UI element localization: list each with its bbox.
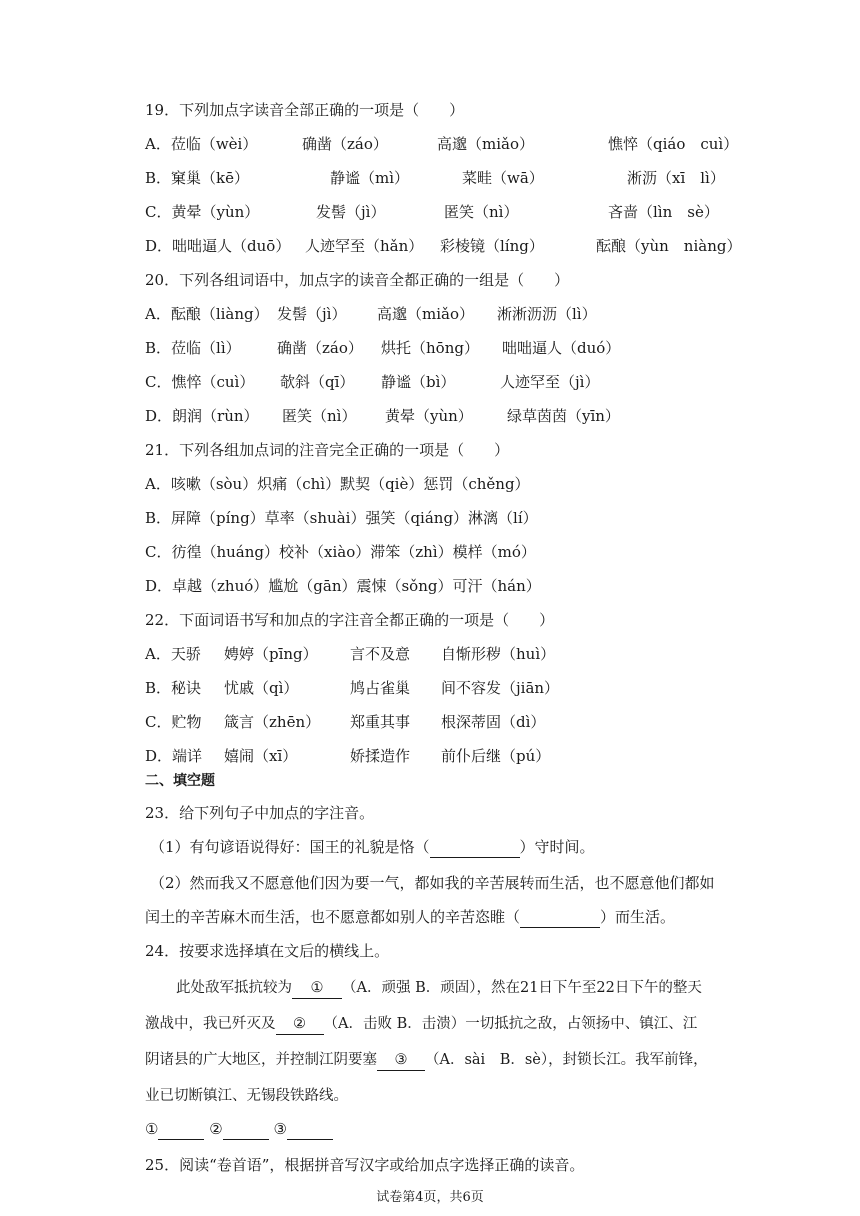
question-23-stem: 23．给下列句子中加点的字注音。 <box>145 804 375 822</box>
option-a-4: 自惭形秽（huì） <box>441 645 556 663</box>
option-d-1: D．端详 <box>145 747 203 765</box>
question-21-option-d: D．卓越（zhuó）尴尬（gān）震悚（sǒng）可汗（hán） <box>145 577 541 595</box>
option-d-2: 人迹罕至（hǎn） <box>305 237 424 255</box>
option-c-3: 匿笑（nì） <box>444 203 519 221</box>
passage-text: 阴诸县的广大地区，并控制江阴要塞 <box>145 1052 377 1068</box>
option-c-2: 欹斜（qī） <box>280 373 355 391</box>
question-23-sentence-1 <box>150 837 595 858</box>
passage-text: （A．顽强 B．顽固），然在21日下午至22日下午的整天 <box>342 980 702 996</box>
option-d-1: D．朗润（rùn） <box>145 407 259 425</box>
page-footer: 试卷第4页，共6页 <box>376 1190 484 1205</box>
option-c-4: 根深蒂固（dì） <box>441 713 546 731</box>
question-21-stem: 21．下列各组加点词的注音完全正确的一项是（ ） <box>145 441 510 459</box>
answer-label-3: ③ <box>273 1120 287 1138</box>
option-b-4: 淅沥（xī lì） <box>627 169 725 187</box>
option-d-3: 彩棱镜（líng） <box>440 237 544 255</box>
option-d-3: 娇揉造作 <box>350 747 411 765</box>
option-d-4: 酝酿（yùn niàng） <box>596 237 742 255</box>
option-d-2: 嬉闹（xī） <box>224 747 298 765</box>
option-a-4: 憔悴（qiáo cuì） <box>608 135 739 153</box>
option-c-3: 静谧（bì） <box>381 373 456 391</box>
passage-line-2 <box>145 1014 697 1035</box>
passage-blank-1[interactable]: ① <box>292 978 342 999</box>
option-b-3: 菜畦（wā） <box>462 169 544 187</box>
passage-line-1 <box>176 978 702 999</box>
question-20-stem: 20．下列各组词语中，加点字的读音全都正确的一组是（ ） <box>145 271 570 289</box>
option-c-4: 吝啬（lìn sè） <box>608 203 719 221</box>
option-b-1: B．莅临（lì） <box>145 339 241 357</box>
option-b-4: 咄咄逼人（duó） <box>502 339 621 357</box>
question-22-stem: 22．下面词语书写和加点的字注音全都正确的一项是（ ） <box>145 611 555 629</box>
answer-blank-2[interactable] <box>520 907 600 928</box>
option-a-1: A．酝酿（liàng） <box>145 305 269 323</box>
answer-label-1: ① <box>145 1120 159 1138</box>
answer-line-2[interactable] <box>223 1119 269 1140</box>
question-23-sentence-2-line-2 <box>145 907 675 928</box>
option-a-1: A．天骄 <box>145 645 201 663</box>
question-24-answers <box>145 1119 333 1140</box>
option-c-1: C．憔悴（cuì） <box>145 373 255 391</box>
option-c-3: 郑重其事 <box>350 713 411 731</box>
question-19-stem: 19．下列加点字读音全部正确的一项是（ ） <box>145 101 465 119</box>
section-heading: 二、填空题 <box>145 773 215 789</box>
option-b-2: 静谧（mì） <box>330 169 410 187</box>
option-a-2: 确凿（záo） <box>302 135 388 153</box>
passage-text: （A．击败 B．击溃）一切抵抗之敌，占领扬中、镇江、江 <box>323 1016 698 1032</box>
passage-text: 此处敌军抵抗较为 <box>176 980 292 996</box>
option-c-1: C．黄晕（yùn） <box>145 203 260 221</box>
option-b-1: B．秘诀 <box>145 679 202 697</box>
question-21-option-b: B．屏障（píng）草率（shuài）强笑（qiáng）淋漓（lí） <box>145 509 538 527</box>
option-a-3: 高邈（miǎo） <box>437 135 534 153</box>
option-c-4: 人迹罕至（jì） <box>500 373 600 391</box>
question-21-option-c: C．彷徨（huáng）校补（xiào）滞笨（zhì）模样（mó） <box>145 543 536 561</box>
option-b-4: 间不容发（jiān） <box>441 679 560 697</box>
answer-line-1[interactable] <box>158 1119 204 1140</box>
option-d-4: 前仆后继（pú） <box>441 747 551 765</box>
sentence-2-text-b: ）而生活。 <box>600 908 676 926</box>
option-b-1: B．窠巢（kē） <box>145 169 249 187</box>
answer-line-3[interactable] <box>287 1119 333 1140</box>
option-a-4: 淅淅沥沥（lì） <box>497 305 597 323</box>
option-a-2: 发髻（jì） <box>277 305 347 323</box>
option-c-2: 发髻（jì） <box>316 203 386 221</box>
passage-line-3 <box>145 1050 708 1071</box>
option-b-3: 烘托（hōng） <box>381 339 479 357</box>
question-21-option-a: A．咳嗽（sòu）炽痛（chì）默契（qiè）惩罚（chěng） <box>145 475 530 493</box>
option-d-2: 匿笑（nì） <box>282 407 357 425</box>
option-a-1: A．莅临（wèi） <box>145 135 258 153</box>
answer-label-2: ② <box>209 1120 223 1138</box>
option-b-2: 忧戚（qì） <box>224 679 299 697</box>
option-a-3: 高邈（miǎo） <box>377 305 474 323</box>
sentence-1-text-b: ）守时间。 <box>519 838 595 856</box>
option-d-1: D．咄咄逼人（duō） <box>145 237 291 255</box>
question-23-sentence-2-line-1: （2）然而我又不愿意他们因为要一气，都如我的辛苦展转而生活，也不愿意他们都如 <box>150 874 715 892</box>
question-24-stem: 24．按要求选择填在文后的横线上。 <box>145 942 390 960</box>
answer-blank-1[interactable] <box>430 837 520 858</box>
sentence-1-text-a: （1）有句谚语说得好：国王的礼貌是恪（ <box>150 838 430 856</box>
passage-text: 激战中，我已歼灭及 <box>145 1016 276 1032</box>
option-c-2: 箴言（zhēn） <box>224 713 321 731</box>
option-c-1: C．贮物 <box>145 713 202 731</box>
question-25-stem: 25．阅读“卷首语”，根据拼音写汉字或给加点字选择正确的读音。 <box>145 1156 585 1174</box>
option-d-3: 黄晕（yùn） <box>385 407 473 425</box>
option-b-2: 确凿（záo） <box>277 339 363 357</box>
option-b-3: 鸠占雀巢 <box>350 679 411 697</box>
passage-blank-3[interactable]: ③ <box>377 1050 425 1071</box>
option-a-2: 娉婷（pīng） <box>224 645 318 663</box>
passage-text: （A．sài B．sè），封锁长江。我军前锋， <box>425 1052 708 1068</box>
sentence-2-text-a: 闰土的辛苦麻木而生活，也不愿意都如别人的辛苦恣睢（ <box>145 908 521 926</box>
option-a-3: 言不及意 <box>350 645 411 663</box>
passage-line-4: 业已切断镇江、无锡段铁路线。 <box>145 1088 348 1104</box>
option-d-4: 绿草茵茵（yīn） <box>507 407 620 425</box>
passage-blank-2[interactable]: ② <box>276 1014 324 1035</box>
